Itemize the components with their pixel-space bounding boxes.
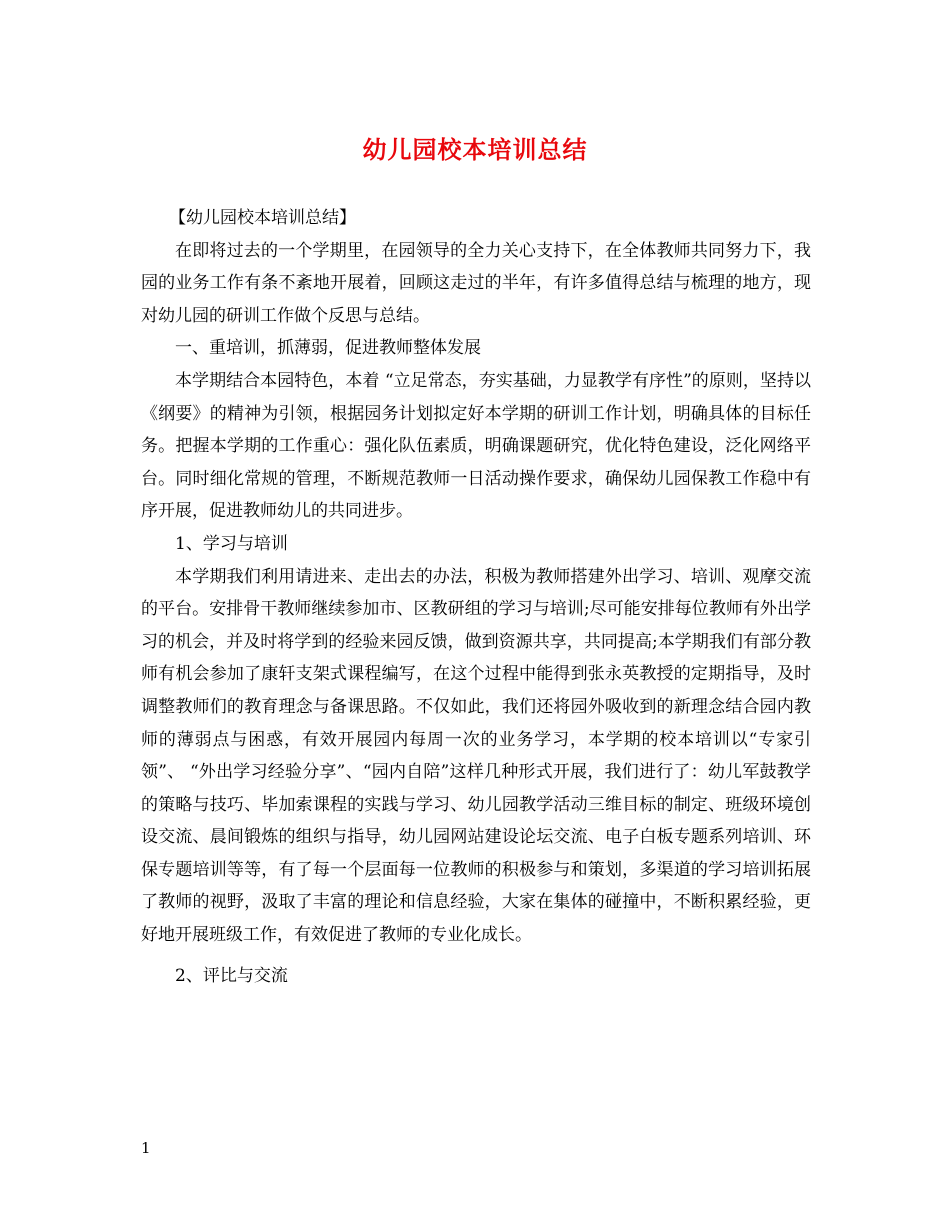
bracket-heading: 【幼儿园校本培训总结】 bbox=[169, 208, 356, 228]
subsection-heading-study: 1、学习与培训 bbox=[175, 533, 288, 554]
section-1-paragraph: 本学期结合本园特色，本着 “立足常态，夯实基础，力显教学有序性”的原则，坚持以《纲要》的精神为引领，根据园务计划拟定好本学期的研训工作计划，明确具体的目标任务。把握本学期的工作重心：强化队伍素质，明确课题研究，优化特色建设，泛化网络平台。同时细化常规的管理，不断规范教师一日活动操作要求，确保幼儿园保教工作稳中有序开展，促进教师幼儿的共同进步。 bbox=[141, 370, 811, 522]
subsection-heading-evaluation: 2、评比与交流 bbox=[175, 965, 288, 986]
intro-paragraph: 在即将过去的一个学期里，在园领导的全力关心支持下，在全体教师共同努力下，我园的业务工作有条不紊地开展着，回顾这走过的半年，有许多值得总结与梳理的地方，现对幼儿园的研训工作做个反思与总结。 bbox=[141, 240, 811, 326]
page-number: 1 bbox=[141, 1139, 151, 1157]
document-title: 幼儿园校本培训总结 bbox=[362, 135, 588, 164]
section-heading-1: 一、重培训，抓薄弱，促进教师整体发展 bbox=[175, 338, 481, 359]
study-training-paragraph: 本学期我们利用请进来、走出去的办法，积极为教师搭建外出学习、培训、观摩交流的平台。安排骨干教师继续参加市、区教研组的学习与培训;尽可能安排每位教师有外出学习的机会，并及时将学到的经验来园反馈，做到资源共享，共同提高;本学期我们有部分教师有机会参加了康轩支架式课程编写，在这个过程中能得到张永英教授的定期指导，及时调整教师们的教育理念与备课思路。不仅如此，我们还将园外吸收到的新理念结合园内教师的薄弱点与困惑，有效开展园内每周一次的业务学习，本学期的校本培训以“专家引领”、 “外出学习经验分享”、“园内自陪”这样几种形式开展，我们进行了：幼儿军鼓教学的策略与技巧、毕加索课程的实践与学习、幼儿园教学活动三维目标的制定、班级环境创设交流、晨间锻炼的组织与指导，幼儿园网站建设论坛交流、电子白板专题系列培训、环保专题培训等等，有了每一个层面每一位教师的积极参与和策划，多渠道的学习培训拓展了教师的视野，汲取了丰富的理论和信息经验，大家在集体的碰撞中，不断积累经验，更好地开展班级工作，有效促进了教师的专业化成长。 bbox=[141, 566, 811, 946]
document-body bbox=[141, 202, 811, 992]
